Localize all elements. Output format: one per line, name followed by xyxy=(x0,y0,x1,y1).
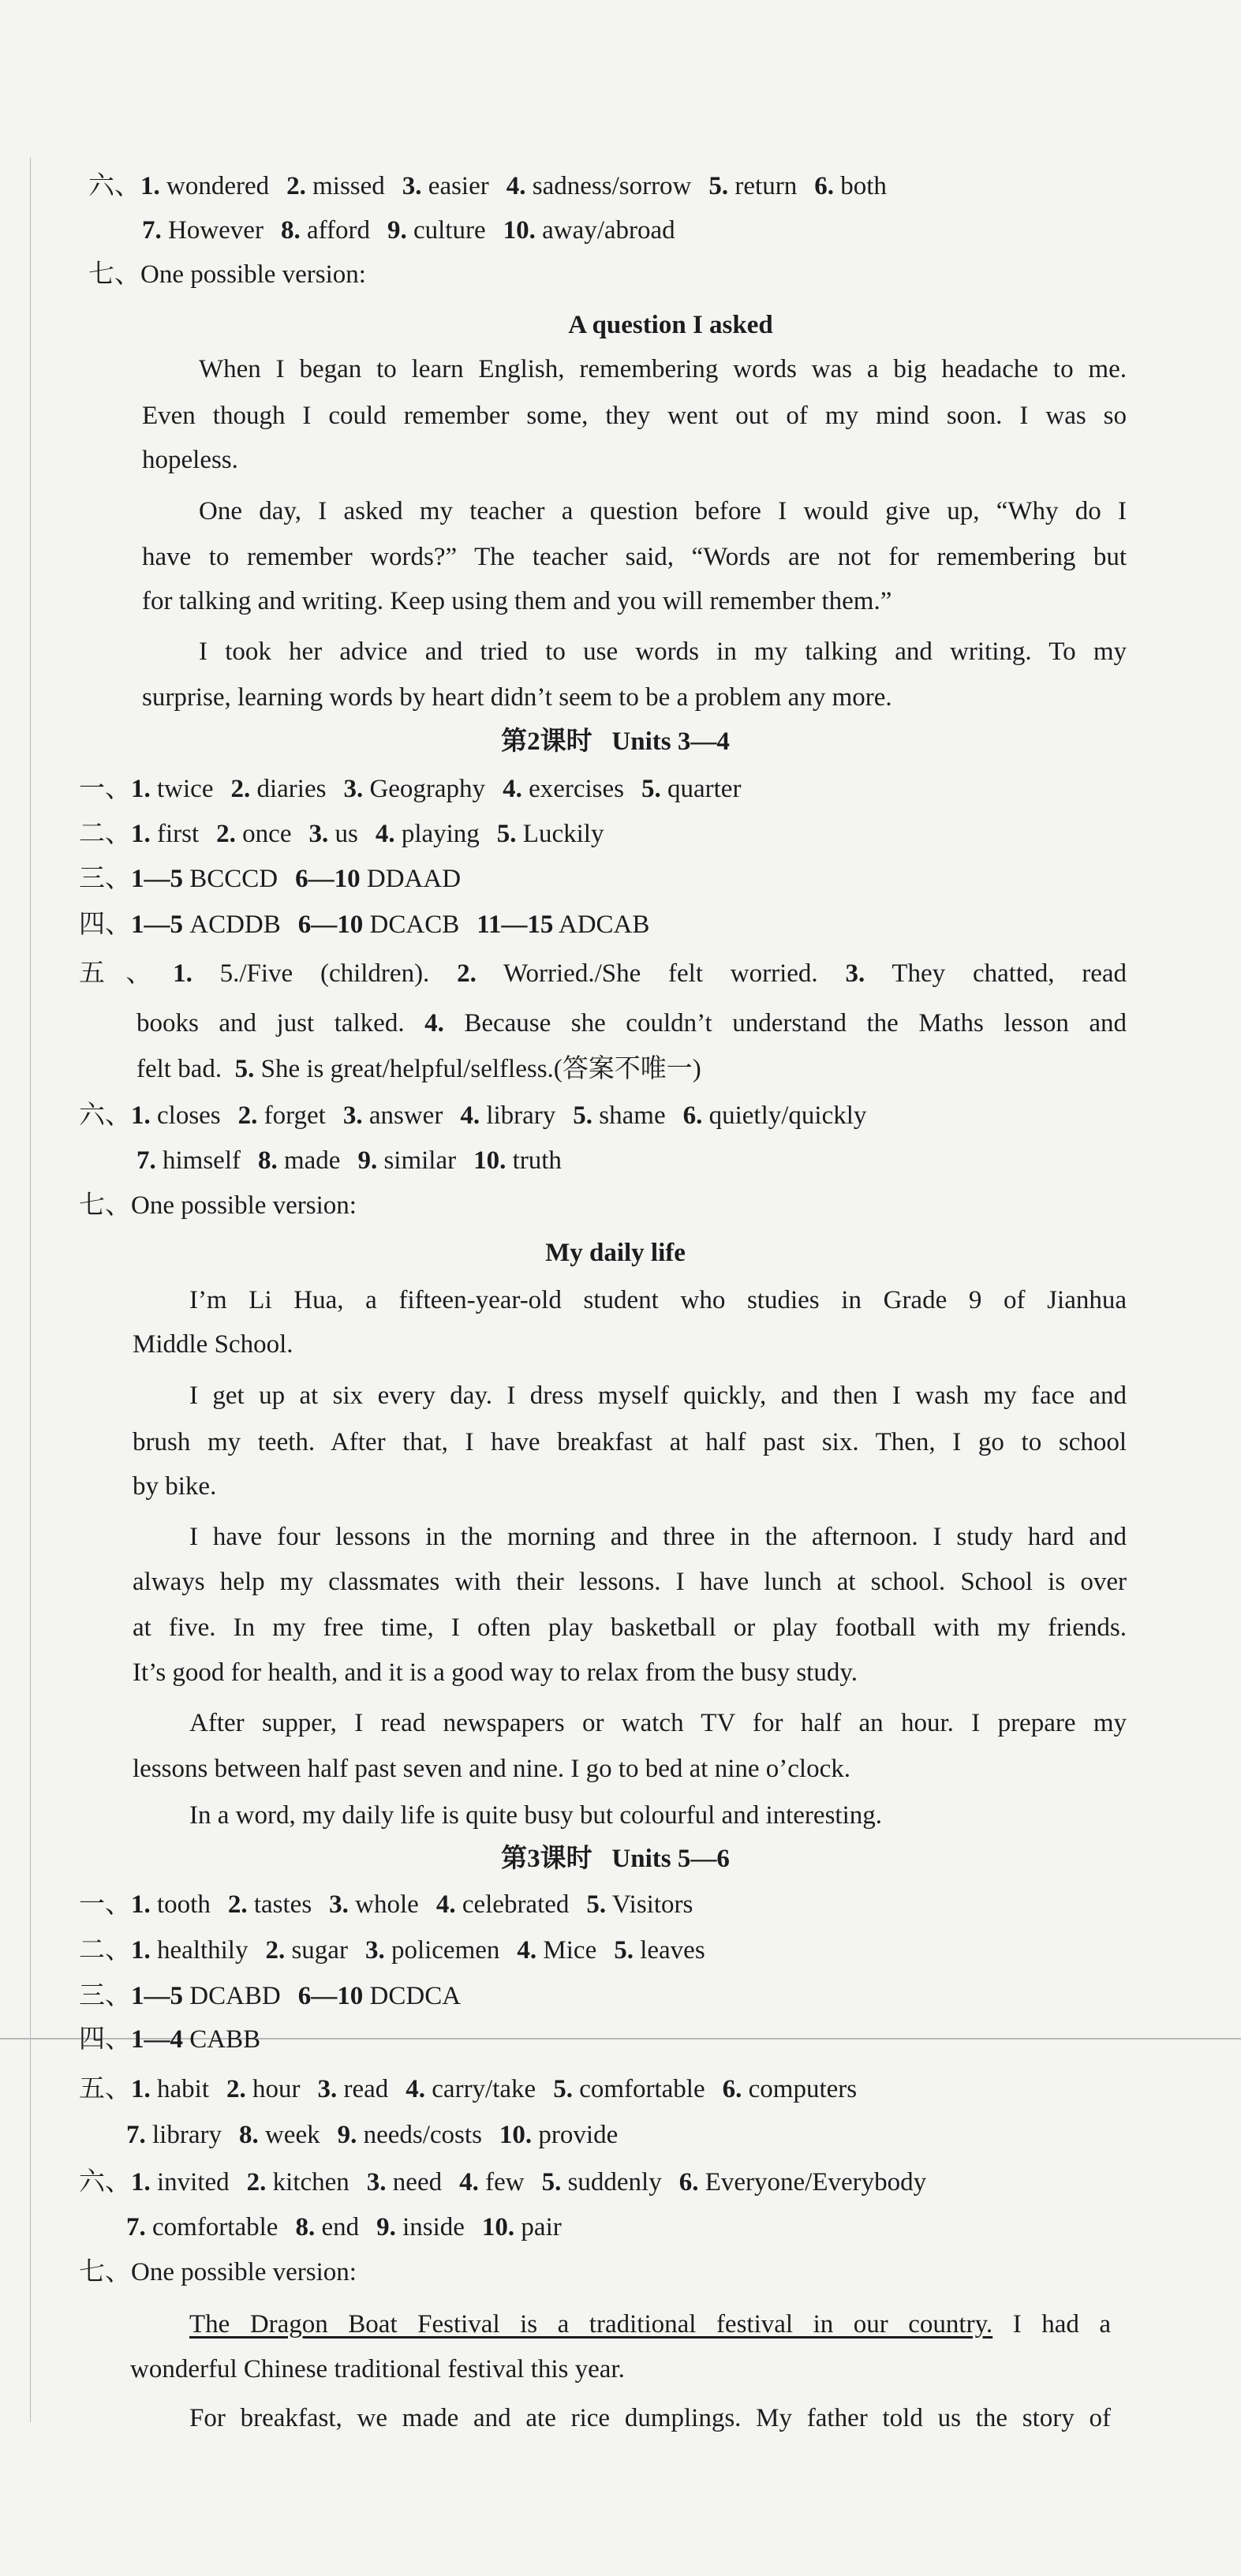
answer-line: 三、1—5 BCCCD 6—10 DDAAD xyxy=(79,865,462,893)
essay-line: at five. In my free time, I often play basketball or play football with my friends. xyxy=(133,1613,1127,1642)
answer-line: 五、1. habit 2. hour 3. read 4. carry/take 5. comfortable 6. computers xyxy=(79,2075,858,2103)
essay-line: I took her advice and tried to use words in my talking and writing. To my xyxy=(199,637,1127,666)
essay-line: When I began to learn English, remembering words was a big headache to me. xyxy=(199,355,1127,383)
answer-line: 三、1—5 DCABD 6—10 DCDCA xyxy=(79,1982,462,2010)
answer-line: 二、1. healthily 2. sugar 3. policemen 4. Mice 5. leaves xyxy=(79,1936,705,1965)
question-number: 四、 xyxy=(79,910,131,939)
essay-line: brush my teeth. After that, I have breakfast at half past six. Then, I go to school xyxy=(133,1428,1127,1456)
essay-line: wonderful Chinese traditional festival this year. xyxy=(130,2355,625,2383)
essay-line: I get up at six every day. I dress myself quickly, and then I wash my face and xyxy=(189,1381,1127,1410)
essay-line: It’s good for health, and it is a good way to relax from the busy study. xyxy=(133,1658,858,1687)
answer-line: 六、1. closes 2. forget 3. answer 4. library 5. shame 6. quietly/quickly xyxy=(79,1101,867,1130)
lesson-heading: 第2课时 Units 3—4 xyxy=(501,727,730,756)
answer-line: 二、1. first 2. once 3. us 4. playing 5. Luckily xyxy=(79,820,604,848)
essay-line: always help my classmates with their lessons. I have lunch at school. School is over xyxy=(133,1568,1127,1596)
answer-line: 七、One possible version: xyxy=(79,1191,357,1220)
question-number: 一、 xyxy=(79,775,131,803)
question-number: 二、 xyxy=(79,1936,131,1965)
answer-line: books and just talked. 4. Because she couldn’t understand the Maths lesson and xyxy=(136,1009,1127,1038)
answer-line: 7. However 8. afford 9. culture 10. away/abroad xyxy=(142,216,675,245)
answer-line: 六、1. invited 2. kitchen 3. need 4. few 5. suddenly 6. Everyone/Everybody xyxy=(79,2168,927,2197)
question-number: 六、 xyxy=(88,172,140,200)
margin-line xyxy=(30,158,31,2422)
question-number: 六、 xyxy=(79,1101,131,1130)
essay-line: hopeless. xyxy=(142,446,238,474)
question-number: 一、 xyxy=(79,1890,131,1919)
question-number: 四、 xyxy=(79,2025,131,2054)
answer-line: 七、One possible version: xyxy=(88,260,366,289)
essay-line: For breakfast, we made and ate rice dumplings. My father told us the story of xyxy=(189,2404,1111,2432)
question-number: 七、 xyxy=(79,1191,131,1220)
answer-line: felt bad. 5. She is great/helpful/selfless.(答案不唯一) xyxy=(136,1055,701,1083)
question-number: 三、 xyxy=(79,1982,131,2010)
question-number: 三、 xyxy=(79,865,131,893)
answer-line: 五、1. 5./Five (children). 2. Worried./She felt worried. 3. They chatted, read xyxy=(79,959,1127,988)
essay-line: lessons between half past seven and nine. I go to bed at nine o’clock. xyxy=(133,1755,850,1783)
answer-line: 六、1. wondered 2. missed 3. easier 4. sadness/sorrow 5. return 6. both xyxy=(88,172,887,200)
essay-title: My daily life xyxy=(545,1239,686,1267)
answer-line: 四、1—4 CABB xyxy=(79,2025,261,2054)
essay-line: One day, I asked my teacher a question before I would give up, “Why do I xyxy=(199,497,1127,525)
lesson-heading: 第3课时 Units 5—6 xyxy=(501,1845,730,1873)
essay-line: surprise, learning words by heart didn’t seem to be a problem any more. xyxy=(142,683,892,712)
essay-line: In a word, my daily life is quite busy but colourful and interesting. xyxy=(189,1801,882,1830)
question-number: 六、 xyxy=(79,2168,131,2197)
question-number: 二、 xyxy=(79,820,131,848)
essay-line: The Dragon Boat Festival is a traditional festival in our country. I had a xyxy=(189,2310,1112,2339)
essay-line: by bike. xyxy=(133,1472,217,1501)
essay-title: A question I asked xyxy=(568,311,773,339)
question-number: 七、 xyxy=(79,2258,131,2286)
question-number: 五、 xyxy=(79,959,174,988)
answer-line: 一、1. tooth 2. tastes 3. whole 4. celebrated 5. Visitors xyxy=(79,1890,693,1919)
underlined-sentence: The Dragon Boat Festival is a traditional festival in our country. xyxy=(189,2310,993,2339)
answer-line: 7. comfortable 8. end 9. inside 10. pair xyxy=(126,2213,562,2241)
essay-line: After supper, I read newspapers or watch TV for half an hour. I prepare my xyxy=(189,1709,1127,1737)
essay-line: for talking and writing. Keep using them and you will remember them.” xyxy=(142,587,892,615)
answer-line: 四、1—5 ACDDB 6—10 DCACB 11—15 ADCAB xyxy=(79,910,650,939)
question-number: 五、 xyxy=(79,2075,131,2103)
answer-line: 七、One possible version: xyxy=(79,2258,357,2286)
essay-line: I’m Li Hua, a fifteen-year-old student who studies in Grade 9 of Jianhua xyxy=(189,1286,1127,1314)
question-number: 七、 xyxy=(88,260,140,289)
answer-line: 7. library 8. week 9. needs/costs 10. provide xyxy=(126,2121,619,2149)
essay-line: Even though I could remember some, they went out of my mind soon. I was so xyxy=(142,402,1127,430)
essay-line: have to remember words?” The teacher said, “Words are not for remembering but xyxy=(142,543,1127,571)
essay-line: Middle School. xyxy=(133,1330,293,1359)
essay-line: I have four lessons in the morning and three in the afternoon. I study hard and xyxy=(189,1523,1127,1551)
answer-line: 一、1. twice 2. diaries 3. Geography 4. exercises 5. quarter xyxy=(79,775,742,803)
answer-line: 7. himself 8. made 9. similar 10. truth xyxy=(136,1146,562,1175)
